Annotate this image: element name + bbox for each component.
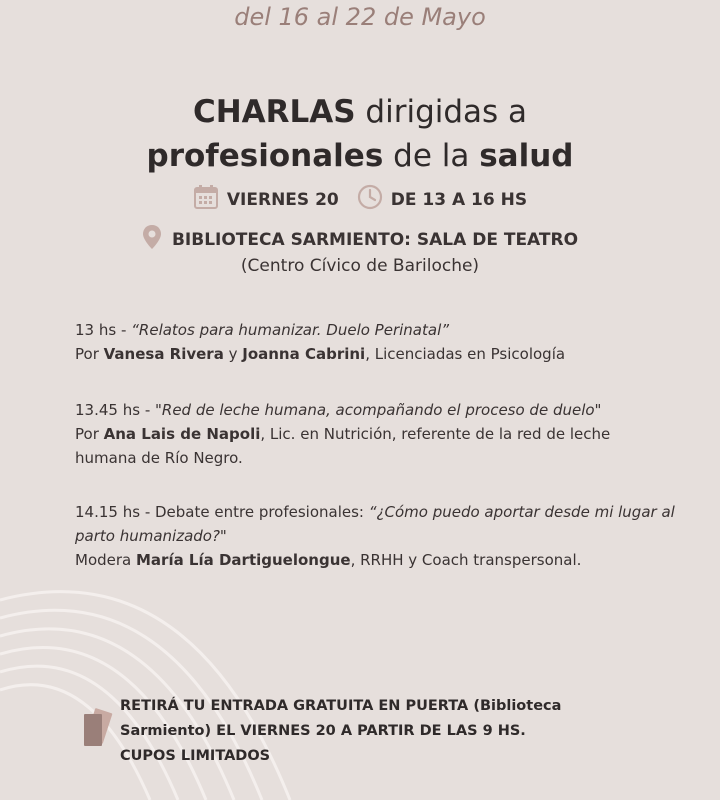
event-time: DE 13 A 16 HS bbox=[390, 189, 528, 210]
venue-detail: (Centro Cívico de Bariloche) bbox=[240, 256, 480, 276]
speaker-name: Ana Lais de Napoli bbox=[103, 425, 261, 443]
event-day: VIERNES 20 bbox=[226, 189, 339, 210]
speaker-role: , Lic. en Nutrición, referente de la red de leche humana de Río Negro. bbox=[75, 425, 611, 467]
talk-separator: - bbox=[116, 321, 132, 339]
venue-name: BIBLIOTECA SARMIENTO: SALA DE TEATRO bbox=[171, 229, 579, 250]
talk-title: "Red de leche humana, acompañando el proceso de duelo" bbox=[155, 401, 602, 419]
notice-line: CUPOS LIMITADOS bbox=[120, 748, 271, 764]
venue-row bbox=[0, 224, 720, 255]
talk-title: “¿Cómo puedo aportar desde mi lugar al parto humanizado?" bbox=[75, 503, 675, 545]
talk-and: y bbox=[223, 345, 243, 363]
speaker-name: María Lía Dartiguelongue bbox=[136, 551, 351, 569]
title-text: dirigidas a bbox=[355, 94, 528, 130]
page-title bbox=[0, 90, 720, 178]
speaker-role: , Licenciadas en Psicología bbox=[365, 345, 566, 363]
talk-time: 13.45 hs bbox=[75, 401, 141, 419]
title-salud: salud bbox=[479, 138, 574, 174]
event-dates: del 16 al 22 de Mayo bbox=[234, 3, 486, 31]
title-profesionales: profesionales bbox=[146, 138, 384, 174]
ticket-icon bbox=[80, 708, 114, 752]
talk-by: Por bbox=[75, 345, 104, 363]
calendar-icon bbox=[193, 184, 219, 215]
location-pin-icon bbox=[142, 224, 162, 255]
talk-separator: - bbox=[140, 401, 155, 419]
talk-time: 13 hs bbox=[75, 321, 117, 339]
speaker-role: , RRHH y Coach transpersonal. bbox=[350, 551, 582, 569]
speaker-name: Vanesa Rivera bbox=[103, 345, 224, 363]
notice-line: Sarmiento) EL VIERNES 20 A PARTIR DE LAS 9 HS. bbox=[120, 723, 526, 739]
title-text: de la bbox=[383, 138, 480, 174]
clock-icon bbox=[357, 184, 383, 215]
notice-line: RETIRÁ TU ENTRADA GRATUITA EN PUERTA (Biblioteca bbox=[120, 698, 562, 714]
talk-time: 14.15 hs bbox=[75, 503, 141, 521]
talk-item bbox=[75, 318, 675, 366]
talk-title: “Relatos para humanizar. Duelo Perinatal” bbox=[131, 321, 450, 339]
talk-item bbox=[75, 500, 675, 572]
talk-by: Por bbox=[75, 425, 104, 443]
speaker-name: Joanna Cabrini bbox=[242, 345, 366, 363]
schedule-row bbox=[0, 184, 720, 215]
ticket-notice bbox=[120, 694, 600, 769]
talk-by: Modera bbox=[75, 551, 136, 569]
title-charlas: CHARLAS bbox=[192, 94, 356, 130]
talk-lead: - Debate entre profesionales: bbox=[140, 503, 369, 521]
talk-item bbox=[75, 398, 675, 470]
